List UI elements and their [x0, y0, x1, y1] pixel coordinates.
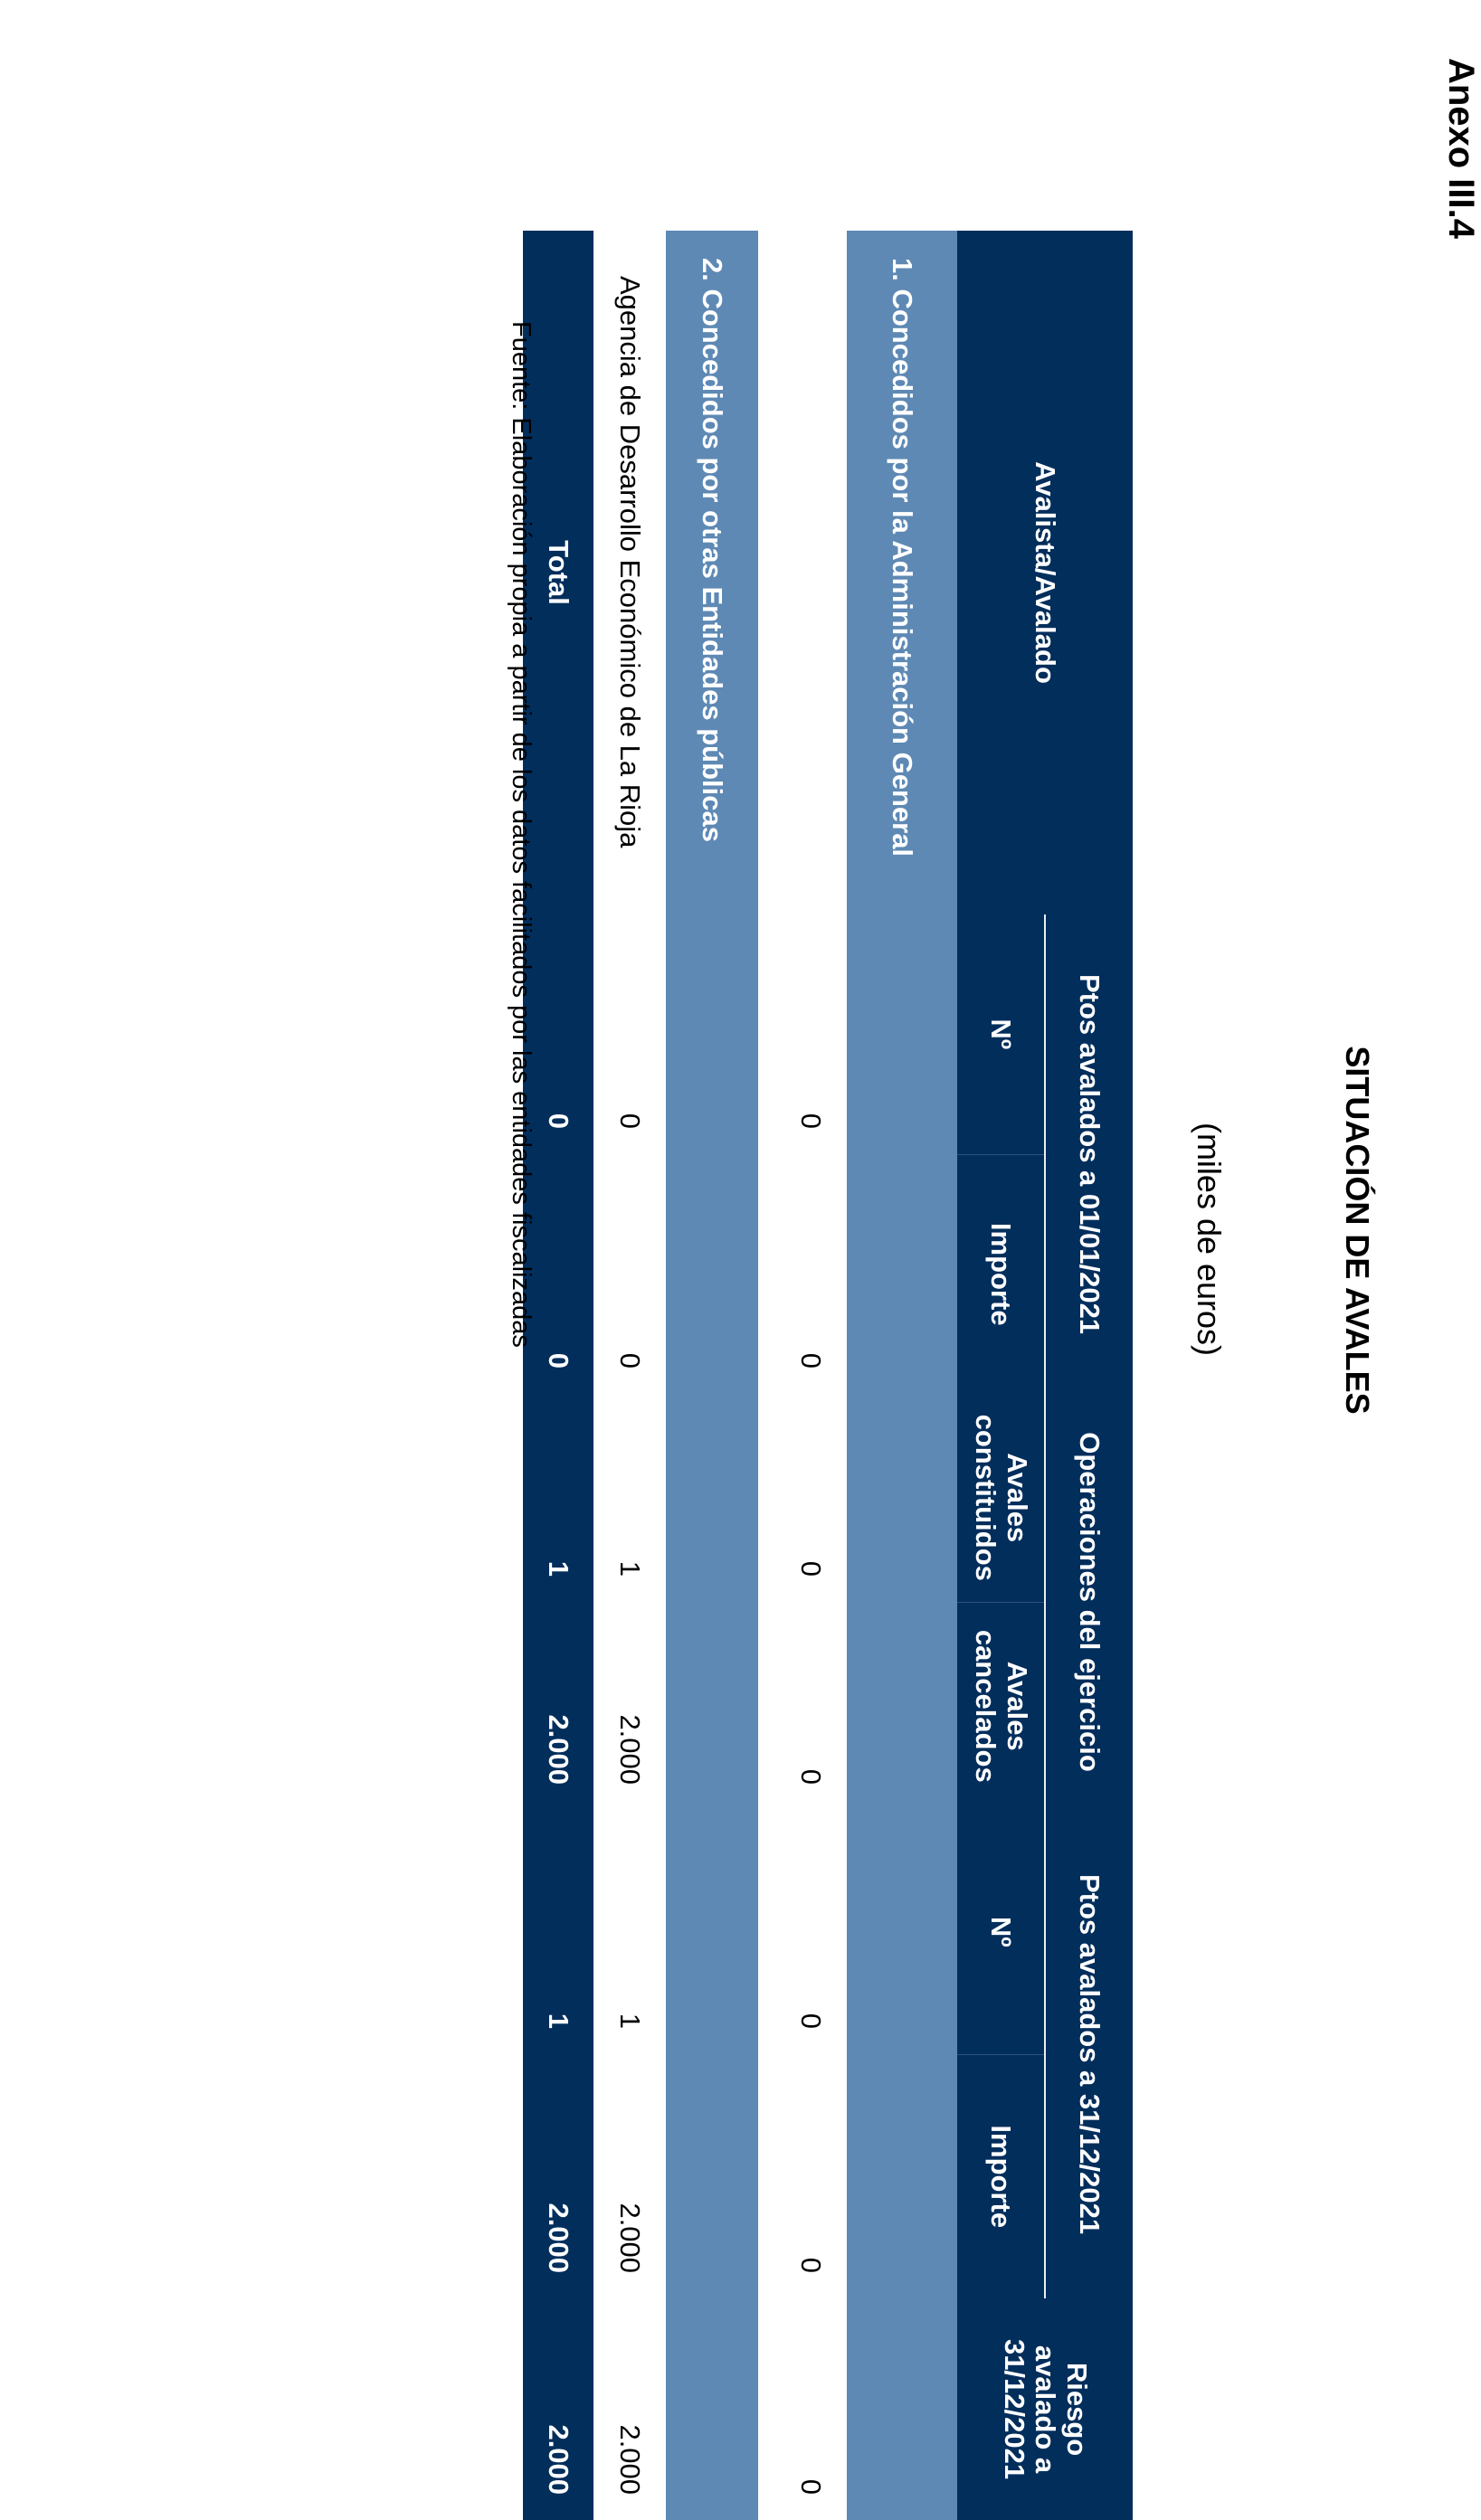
col-ptos-fin-header: Ptos avalados a 31/12/2021: [1045, 1810, 1133, 2298]
sub-n-fin: Nº: [957, 1810, 1045, 2054]
cancelados-cell: 0: [795, 1768, 828, 1786]
col-ptos-inicio-header: Ptos avalados a 01/01/2021: [1045, 914, 1133, 1394]
source-note: Fuente: Elaboración propia a partir de los datos facilitados por las entidades fiscalizadas: [507, 321, 536, 1348]
avales-table: [523, 231, 1133, 2520]
section-row-administracion: [847, 231, 957, 2520]
sub-avales-constituidos: Avales constituidos: [957, 1394, 1045, 1602]
sub-avales-cancelados: Avales cancelados: [957, 1602, 1045, 1810]
riesgo-cell: 0: [795, 2478, 828, 2496]
n-inicio-cell: 0: [795, 1113, 828, 1129]
page-title: SITUACIÓN DE AVALES: [1339, 1046, 1376, 1415]
section-row-otras-entidades: [666, 231, 758, 2520]
page-subtitle: (miles de euros): [1191, 1122, 1228, 1357]
col-riesgo-header: Riesgo avalado a 31/12/2021: [957, 2298, 1133, 2520]
total-cancelados: 2.000: [523, 1602, 593, 1810]
total-importe-inicio: 0: [523, 1154, 593, 1394]
total-riesgo: 2.000: [523, 2298, 593, 2520]
constituidos-cell: 0: [795, 1560, 828, 1577]
entity-cell: [774, 231, 847, 914]
n-fin-cell: 1: [614, 2013, 647, 2030]
total-n-fin: 1: [523, 1810, 593, 2054]
entity-cell: Agencia de Desarrollo Económico de La Rioja: [614, 276, 647, 848]
col-avalista-header: Avalista/Avalado: [957, 231, 1133, 914]
sub-importe-fin: Importe: [957, 2054, 1045, 2298]
importe-fin-cell: 0: [795, 2257, 828, 2274]
table-row: [593, 231, 666, 2520]
table-row: [774, 231, 847, 2520]
sub-importe-inicio: Importe: [957, 1154, 1045, 1394]
total-constituidos: 1: [523, 1394, 593, 1602]
col-operaciones-header: Operaciones del ejercicio: [1045, 1394, 1133, 1810]
importe-fin-cell: 2.000: [614, 2203, 647, 2274]
total-n-inicio: 0: [523, 914, 593, 1154]
annex-label: Anexo III.4: [1441, 57, 1481, 239]
n-inicio-cell: 0: [614, 1113, 647, 1129]
importe-inicio-cell: 0: [795, 1352, 828, 1369]
sub-n-inicio: Nº: [957, 914, 1045, 1154]
header-row-top: [1045, 231, 1133, 2520]
total-importe-fin: 2.000: [523, 2054, 593, 2298]
cancelados-cell: 2.000: [614, 1714, 647, 1786]
section-label: 1. Concedidos por la Administración General: [847, 231, 957, 2520]
riesgo-cell: 2.000: [614, 2424, 647, 2496]
section-label: 2. Concedidos por otras Entidades públicas: [666, 231, 758, 2520]
total-label: Total: [523, 231, 593, 914]
constituidos-cell: 1: [614, 1560, 647, 1577]
importe-inicio-cell: 0: [614, 1352, 647, 1369]
n-fin-cell: 0: [795, 2013, 828, 2030]
table-spacer: [758, 231, 774, 2520]
